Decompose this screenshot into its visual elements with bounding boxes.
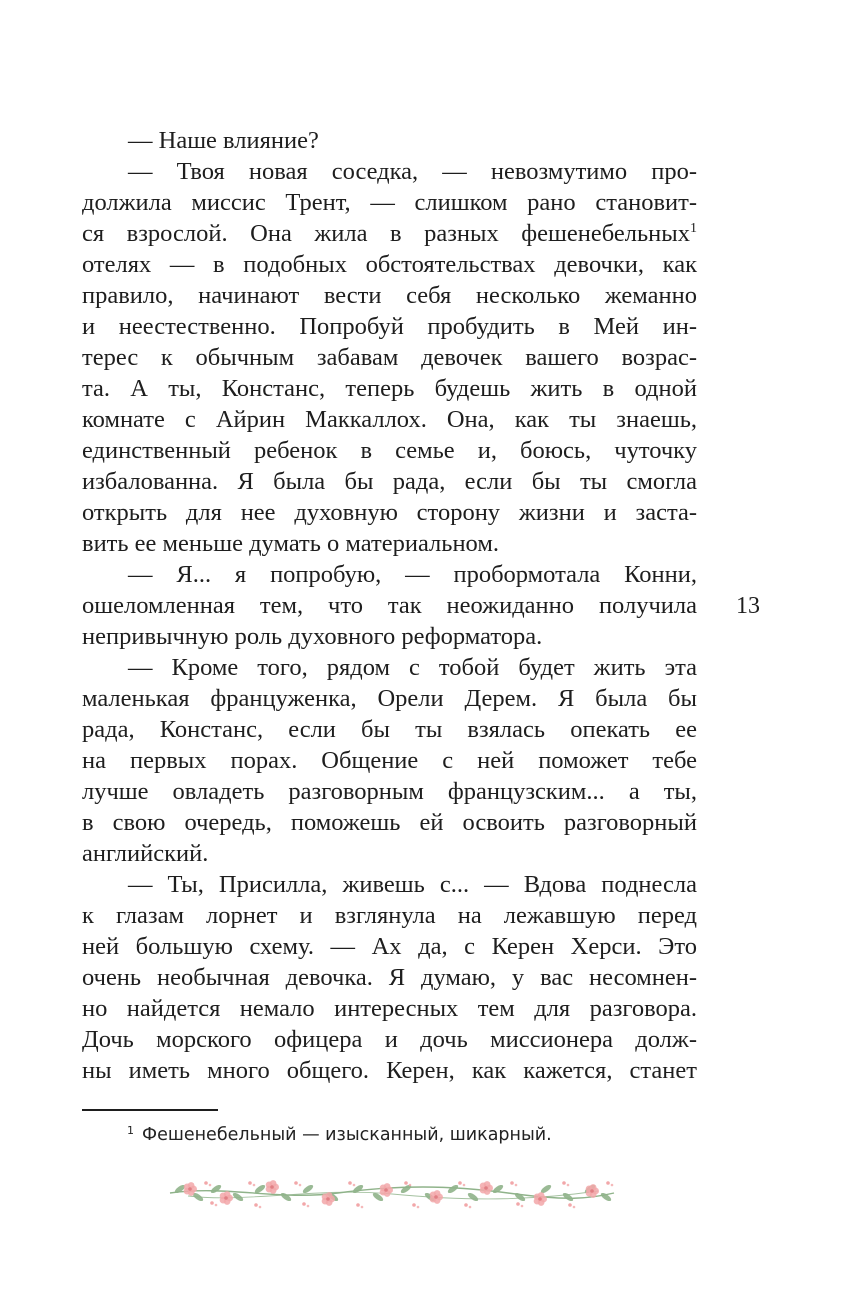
footnote-reference: 1 <box>690 221 697 236</box>
text-line-content: — Я... я попробую, — пробормотала Конни, <box>128 561 697 588</box>
text-line <box>82 869 697 900</box>
text-line-content: на первых порах. Общение с ней поможет тебе <box>82 747 697 774</box>
text-line-content: к глазам лорнет и взглянула на лежавшую перед <box>82 902 697 929</box>
text-line-content: единственный ребенок в семье и, боюсь, чуточку <box>82 437 697 464</box>
text-line <box>82 962 697 993</box>
text-line-content: ошеломленная тем, что так неожиданно получила <box>82 592 697 619</box>
text-line <box>82 652 697 683</box>
text-line <box>82 590 697 621</box>
text-line-content: непривычную роль духовного реформатора. <box>82 623 543 650</box>
text-line <box>82 311 697 342</box>
text-line-content: — Наше влияние? <box>128 127 319 154</box>
text-line <box>82 435 697 466</box>
footnote-marker: 1 <box>127 1124 134 1137</box>
text-line <box>82 218 697 249</box>
text-line <box>82 125 697 156</box>
text-line <box>82 156 697 187</box>
text-line <box>82 559 697 590</box>
footnote-text: Фешенебельный — изысканный, шикарный. <box>142 1125 552 1145</box>
text-line <box>82 528 697 559</box>
text-line-content: рада, Констанс, если бы ты взялась опекать ее <box>82 716 697 743</box>
text-line <box>82 373 697 404</box>
text-line-content: комнате с Айрин Маккаллох. Она, как ты знаешь, <box>82 406 697 433</box>
floral-garland-icon <box>168 1163 616 1223</box>
text-line-content: очень необычная девочка. Я думаю, у вас несомнен- <box>82 964 697 991</box>
footnote <box>127 1122 552 1148</box>
text-line-content: та. А ты, Констанс, теперь будешь жить в одной <box>82 375 697 402</box>
body-text <box>82 125 697 1086</box>
text-line-content: ны иметь много общего. Керен, как кажется, станет <box>82 1057 697 1084</box>
text-line <box>82 466 697 497</box>
text-line <box>82 1055 697 1086</box>
text-line <box>82 993 697 1024</box>
text-line <box>82 931 697 962</box>
text-line-content: и неестественно. Попробуй пробудить в Мей ин- <box>82 313 697 340</box>
text-line-content: терес к обычным забавам девочек вашего возрас- <box>82 344 697 371</box>
text-line-content: в свою очередь, поможешь ей освоить разговорный <box>82 809 697 836</box>
text-line-content: должила миссис Трент, — слишком рано становит- <box>82 189 697 216</box>
text-line <box>82 745 697 776</box>
text-line-content: маленькая француженка, Орели Дерем. Я была бы <box>82 685 697 712</box>
text-line <box>82 249 697 280</box>
text-line-content: правило, начинают вести себя несколько жеманно <box>82 282 697 309</box>
text-line-content: английский. <box>82 840 209 867</box>
text-line <box>82 900 697 931</box>
text-line-content: Дочь морского офицера и дочь миссионера долж- <box>82 1026 697 1053</box>
page-number: 13 <box>736 593 760 619</box>
text-line-content: вить ее меньше думать о материальном. <box>82 530 499 557</box>
text-line-content: открыть для нее духовную сторону жизни и заста- <box>82 499 697 526</box>
text-line-content: ся взрослой. Она жила в разных фешенебельных <box>82 220 690 247</box>
text-line-content: лучше овладеть разговорным французским... а ты, <box>82 778 697 805</box>
text-line <box>82 342 697 373</box>
text-line-content: ней большую схему. — Ах да, с Керен Херси. Это <box>82 933 697 960</box>
text-line <box>82 621 697 652</box>
text-line <box>82 280 697 311</box>
text-line-content: отелях — в подобных обстоятельствах девочки, как <box>82 251 697 278</box>
text-line <box>82 776 697 807</box>
text-line <box>82 187 697 218</box>
text-line <box>82 404 697 435</box>
text-line <box>82 497 697 528</box>
text-line <box>82 683 697 714</box>
text-line-content: — Ты, Присилла, живешь с... — Вдова поднесла <box>128 871 697 898</box>
text-line-content: избалованна. Я была бы рада, если бы ты смогла <box>82 468 697 495</box>
text-line <box>82 1024 697 1055</box>
text-line-content: — Кроме того, рядом с тобой будет жить эта <box>128 654 697 681</box>
text-line <box>82 838 697 869</box>
footnote-divider <box>82 1109 218 1111</box>
text-line <box>82 807 697 838</box>
text-line-content: — Твоя новая соседка, — невозмутимо про- <box>128 158 697 185</box>
text-line-content: но найдется немало интересных тем для разговора. <box>82 995 697 1022</box>
text-line <box>82 714 697 745</box>
